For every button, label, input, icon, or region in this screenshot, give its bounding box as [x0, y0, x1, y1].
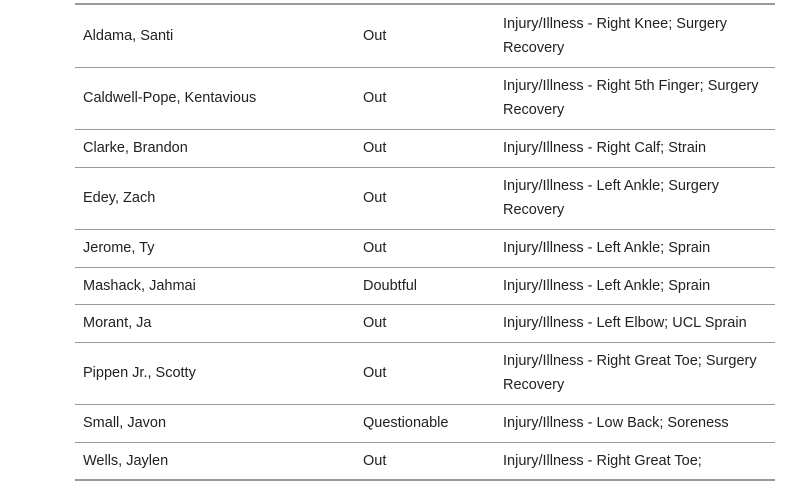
player-name: Caldwell-Pope, Kentavious [75, 67, 355, 130]
player-status: Out [355, 167, 495, 230]
player-status: Out [355, 230, 495, 268]
player-name: Wells, Jaylen [75, 442, 355, 480]
table-row [75, 405, 775, 443]
player-name: Jerome, Ty [75, 230, 355, 268]
player-status: Out [355, 5, 495, 67]
player-status: Out [355, 67, 495, 130]
table-row [75, 167, 775, 230]
injury-reason: Injury/Illness - Right 5th Finger; Surgery Recovery [495, 67, 775, 130]
table-row [75, 267, 775, 305]
injury-reason: Injury/Illness - Right Calf; Strain [495, 130, 775, 168]
injury-reason: Injury/Illness - Left Ankle; Sprain [495, 267, 775, 305]
player-name: Pippen Jr., Scotty [75, 342, 355, 405]
table-row [75, 67, 775, 130]
player-name: Small, Javon [75, 405, 355, 443]
player-name: Mashack, Jahmai [75, 267, 355, 305]
player-name: Aldama, Santi [75, 5, 355, 67]
table-row [75, 230, 775, 268]
injury-reason: Injury/Illness - Right Knee; Surgery Recovery [495, 5, 775, 67]
player-status: Out [355, 305, 495, 343]
injury-reason: Injury/Illness - Right Great Toe; Surgery Recovery [495, 342, 775, 405]
injury-reason: Injury/Illness - Left Ankle; Sprain [495, 230, 775, 268]
player-status: Doubtful [355, 267, 495, 305]
injury-reason: Injury/Illness - Right Great Toe; [495, 442, 775, 480]
injury-table [75, 5, 775, 481]
table-row [75, 342, 775, 405]
injury-reason: Injury/Illness - Left Ankle; Surgery Recovery [495, 167, 775, 230]
player-name: Morant, Ja [75, 305, 355, 343]
injury-report [75, 0, 775, 488]
player-name: Clarke, Brandon [75, 130, 355, 168]
player-status: Out [355, 342, 495, 405]
table-row [75, 442, 775, 480]
injury-reason: Injury/Illness - Left Elbow; UCL Sprain [495, 305, 775, 343]
player-status: Out [355, 130, 495, 168]
player-status: Out [355, 442, 495, 480]
table-row [75, 130, 775, 168]
table-row [75, 305, 775, 343]
player-status: Questionable [355, 405, 495, 443]
table-row [75, 5, 775, 67]
injury-reason: Injury/Illness - Low Back; Soreness [495, 405, 775, 443]
player-name: Edey, Zach [75, 167, 355, 230]
